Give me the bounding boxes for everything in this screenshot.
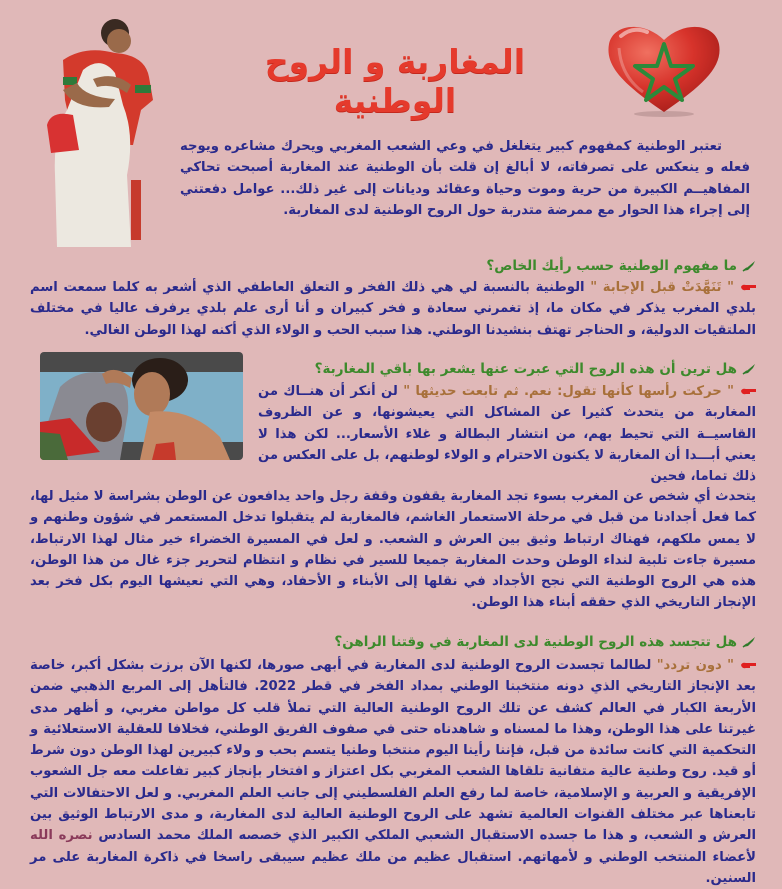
intro-paragraph: تعتبر الوطنية كمفهوم كبير يتغلغل في وعي الشعب المغربي ويحرك مشاعره ويوجه فعله و ينعكس على تصرفاته، لا أبالغ إن قلت بأن الوطنية عند المغاربة أصبحت تحاكي المفاهيــم الكبيرة من حرية وموت وحياة وعقائد وديانات إلى غير ذلك... عوامل دفعتني إلى إجراء هذا الحوار مع ممرضة متدربة حول الروح الوطنية لدى المغاربة.: [180, 139, 750, 218]
writing-hand-icon: [742, 260, 756, 272]
honorific-text: نصره الله: [30, 828, 93, 844]
writing-hand-icon: [742, 363, 756, 375]
question-text: ما مفهوم الوطنية حسب رأيك الخاص؟: [486, 258, 737, 274]
answer-text-end: لأعضاء المنتخب الوطني و لأمهاتهم. استقبال عظيم من ملك عظيم سيبقى راسخا في ذاكرة المغاربة على مر السنين.: [30, 849, 756, 886]
answer-2-continued: يتحدث أي شخص عن المغرب بسوء تجد المغاربة يقفون وقفة رجل واحد يدافعون عن الوطن بشراسة لا مثيل لها، كما فعل أجدادنا من قبل في مرحلة الاستعمار الغاشم، فالمغاربة لم يتقبلوا تدخل المستعمر في شؤون وطنهم و لا يمس ملكهم، فهناك ارتباط وثيق بين العرش و الشعب. و لعل في المسيرة الخضراء خير مثال لهذا الارتباط، مسيرة جاءت تلبية لنداء الوطن وحدت المغاربة جميعا للسير في نظام و انتظام لتحرير جزء غال من هذا الوطن، هذه هي الروح الوطنية التي نجح الأجداد في نقلها إلى الأبناء و الأحفاد، وهي التي نعيشها اليوم بكل فخر بعد الإنجاز التاريخي الذي حققه أبناء هذا الوطن.: [30, 489, 756, 611]
answer-lead: " تَنَهَّدَتْ قبل الإجابة ": [590, 280, 734, 295]
answer-3: [30, 655, 756, 889]
question-2: [315, 359, 756, 379]
page-title: المغاربة و الروح الوطنية: [264, 42, 526, 120]
answer-text: الوطنية بالنسبة لي هي ذلك الفخر و التعلق العاطفي الذي أشعر به كلما سمعت اسم بلدي المغرب يذكر في مكان ما، إذ تغمرني سعادة و فخر كبيران و أنا أرى علم بلدي يرفرف عاليا في مختلف الملتقيات الدولية، و الحناجر تهتف بنشيدنا الوطني. هذا سبب الحب و الولاء الذي أكنه لهذا الوطن الغالي.: [30, 280, 756, 338]
answer-lead: " دون تردد": [656, 658, 735, 673]
writing-hand-icon: [742, 636, 756, 648]
answer-text: لطالما تجسدت الروح الوطنية لدى المغاربة في أبهى صورها، لكنها الآن برزت بشكل أكبر، خاصة بعد الإنجاز التاريخي الذي دونه منتخبنا الوطني بمداد الفخر في قطر 2022. فالتأهل إلى المربع الذهبي ضمن الأربعة الكبار في العالم كشف عن تلك الروح الوطنية العالية التي تملأ قلب كل مواطن مغربي، و أظهر مدى غيرتنا على هذا الوطن، وهذا ما لمسناه و شاهدناه حتى في صفوف الفريق الوطني، فخلافا للعقلية الاستعلائية و التحكمية التي كانت سائدة من قبل، فإننا رأينا اليوم منتخبا وطنيا يتسم بحب و ولاء كبيرين لهذا الوطن دون شرط أو قيد. روح وطنية عالية متفانية تلقاها الشعب المغربي بكل اعتزاز و افتخار بإنجاز كبير تفاعلت معه جل الشعوب الإفريقية و العربية و الإسلامية، خاصة لما رفع العلم الفلسطيني إلى جانب العلم المغربي. و لعل الاحتفالات التي تابعناها عبر مختلف القنوات العالمية تشهد على الروح الوطنية العالية لدى المغاربة، و مدى الارتباط الوثيق بين العرش و الشعب، و هذا ما جسده الاستقبال الشعبي الملكي الكبير الذي خصصه الملك محمد السادس: [30, 658, 757, 844]
player-kissing-mother-photo: [40, 352, 243, 460]
question-1: [486, 256, 756, 276]
pointing-hand-icon: [740, 282, 756, 292]
player-hugging-mother-photo: [45, 15, 157, 247]
answer-lead: " حركت رأسها كأنها تقول: نعم. ثم تابعت حديثها ": [403, 384, 734, 399]
morocco-flag-heart-icon: [603, 18, 725, 118]
question-3: [334, 632, 756, 652]
pointing-hand-icon: [740, 660, 756, 670]
pointing-hand-icon: [740, 386, 756, 396]
answer-2-beside-photo: [258, 381, 756, 487]
question-text: هل تتجسد هذه الروح الوطنية لدى المغاربة في وقتنا الراهن؟: [334, 634, 737, 650]
answer-1: [30, 277, 756, 341]
answer-text: لن أنكر أن هنــاك من المغاربة من يتحدث كثيرا عن المشاكل التي يعيشونها، و عن الظروف القاسيــة التي تحيط بهم، من انتشار البطالة و غلاء الأسعار... لكن هذا لا يعني أبـــدا أن المغاربة لا يكنون الاحترام و الولاء لوطنهم، بل على العكس من ذلك تماما، فحين: [258, 384, 756, 485]
question-text: هل ترين أن هذه الروح التي عبرت عنها يشعر بها باقي المغاربة؟: [314, 361, 737, 377]
